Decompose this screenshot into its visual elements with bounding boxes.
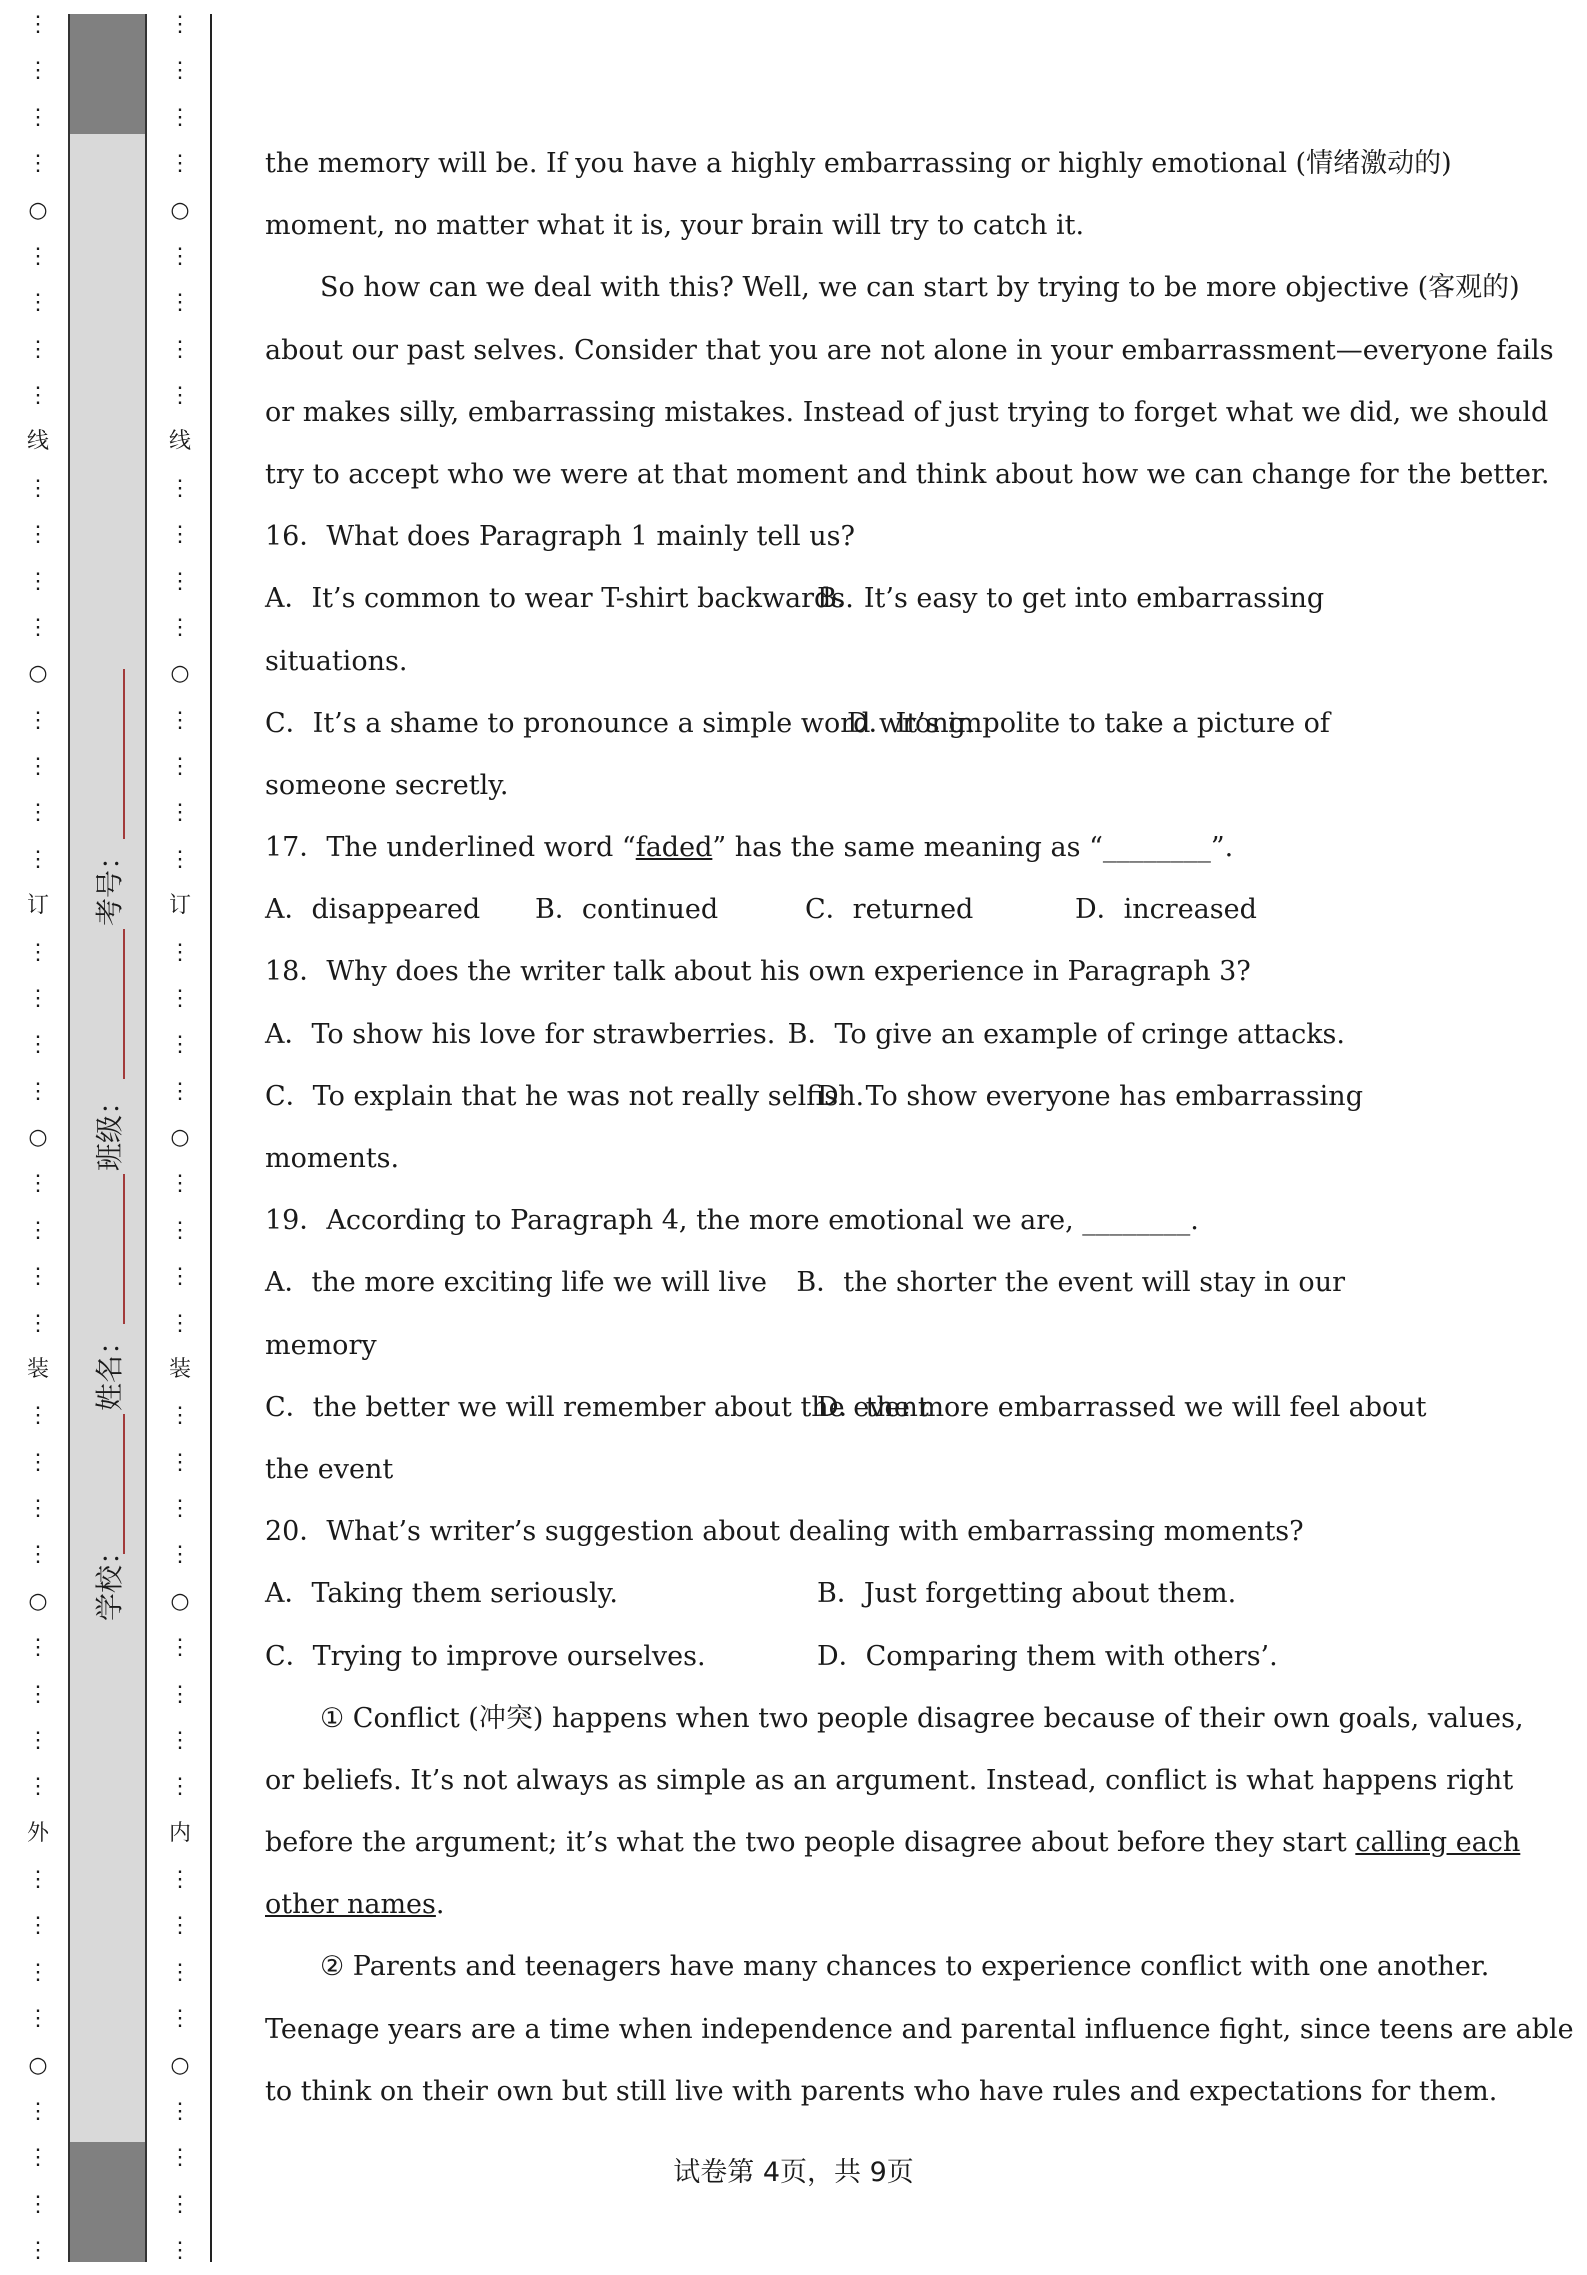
- passage-a-line: So how can we deal with this? Well, we can start by trying to be more objective (客观的): [320, 272, 1520, 304]
- margin-rule: [210, 14, 212, 2262]
- passage-a-line: about our past selves. Consider that you are not alone in your embarrassment—everyone fails: [265, 334, 1554, 366]
- margin-circle: ○: [170, 1125, 190, 1150]
- margin-dots: ⋮: [169, 1032, 191, 1058]
- margin-char: 线: [168, 429, 191, 455]
- margin-dots: ⋮: [169, 2191, 191, 2217]
- option-b: B．Just forgetting about them.: [817, 1578, 1237, 1610]
- margin-dots: ⋮: [27, 1959, 49, 1985]
- name-label: 姓名：: [92, 1326, 126, 1412]
- option-d-continued: the event: [265, 1453, 394, 1485]
- option-c: C．Trying to improve ourselves.: [265, 1640, 706, 1672]
- margin-dots: ⋮: [27, 336, 49, 362]
- margin-circle: ○: [28, 2052, 48, 2078]
- margin-dots: ⋮: [169, 1171, 191, 1197]
- margin-dots: ⋮: [169, 1867, 191, 1892]
- margin-dots: ⋮: [27, 939, 49, 965]
- margin-dots: ⋮: [169, 1403, 191, 1429]
- underlined-phrase: other names: [265, 1889, 436, 1921]
- margin-dots: ⋮: [169, 383, 191, 408]
- margin-dots: ⋮: [27, 707, 49, 733]
- question-20-stem: 20．What’s writer’s suggestion about dealing with embarrassing moments?: [265, 1516, 1304, 1548]
- question-20-options-cd: [265, 1626, 1345, 1688]
- margin-circle: ○: [170, 2052, 190, 2078]
- margin-dots: ⋮: [27, 1403, 49, 1429]
- margin-dots: ⋮: [27, 1913, 49, 1939]
- margin-circle: ○: [28, 197, 48, 223]
- question-16-options-cd: [265, 693, 1345, 755]
- margin-dots: ⋮: [169, 707, 191, 733]
- option-a: A．To show his love for strawberries.: [265, 1018, 776, 1050]
- margin-dots: ⋮: [169, 1217, 191, 1243]
- margin-dots: ⋮: [27, 2145, 49, 2171]
- question-18-options-cd: [265, 1066, 1363, 1128]
- margin-dots: ⋮: [169, 1959, 191, 1985]
- option-b: B．It’s easy to get into embarrassing: [817, 583, 1325, 615]
- margin-dots: ⋮: [169, 2006, 191, 2032]
- passage-b-line: or beliefs. It’s not always as simple as an argument. Instead, conflict is what happens right: [265, 1764, 1514, 1796]
- underlined-word: faded: [635, 832, 713, 864]
- question-16-stem: 16．What does Paragraph 1 mainly tell us?: [265, 521, 855, 553]
- margin-char: 装: [26, 1356, 49, 1382]
- question-18-options-ab: [265, 1004, 1345, 1066]
- margin-dots: ⋮: [169, 614, 191, 640]
- option-a: A．Taking them seriously.: [265, 1578, 618, 1610]
- margin-dots: ⋮: [27, 243, 49, 269]
- margin-dots: ⋮: [169, 58, 191, 84]
- margin-dots: ⋮: [27, 2098, 49, 2124]
- option-c: C．the better we will remember about the event: [265, 1391, 929, 1423]
- margin-char: 线: [26, 429, 49, 455]
- margin-dots: ⋮: [169, 1449, 191, 1475]
- margin-dots: ⋮: [27, 1774, 49, 1800]
- margin-dots: ⋮: [27, 1171, 49, 1197]
- margin-dots: ⋮: [27, 383, 49, 408]
- question-18-stem: 18．Why does the writer talk about his own experience in Paragraph 3?: [265, 956, 1251, 988]
- name-underline: [123, 1174, 125, 1324]
- option-a: A．It’s common to wear T-shirt backwards.: [265, 583, 854, 615]
- option-b-continued: memory: [265, 1329, 377, 1361]
- passage-b-line: [265, 1812, 1521, 1874]
- passage-text: .: [435, 1889, 445, 1921]
- margin-dots: ⋮: [27, 12, 49, 37]
- inner-margin-column: [162, 14, 198, 2262]
- margin-dots: ⋮: [169, 1542, 191, 1568]
- margin-dots: ⋮: [27, 568, 49, 594]
- margin-dots: ⋮: [169, 1774, 191, 1800]
- margin-dots: ⋮: [169, 800, 191, 826]
- option-d: D．Comparing them with others’.: [817, 1640, 1278, 1672]
- margin-dots: ⋮: [169, 1496, 191, 1521]
- margin-dots: ⋮: [169, 290, 191, 316]
- question-19-stem: 19．According to Paragraph 4, the more emotional we are, ________.: [265, 1205, 1199, 1237]
- passage-b-line: [265, 1874, 1345, 1936]
- option-b: B．To give an example of cringe attacks.: [787, 1018, 1345, 1050]
- margin-dots: ⋮: [27, 290, 49, 316]
- margin-dots: ⋮: [27, 1635, 49, 1661]
- margin-dots: ⋮: [27, 1542, 49, 1568]
- margin-circle: ○: [170, 661, 190, 687]
- margin-dots: ⋮: [169, 568, 191, 594]
- margin-dots: ⋮: [27, 1264, 49, 1290]
- margin-dots: ⋮: [27, 1867, 49, 1892]
- option-d: D．the more embarrassed we will feel about: [817, 1391, 1427, 1423]
- margin-char: 装: [168, 1356, 191, 1382]
- option-d: D．increased: [1075, 894, 1257, 926]
- option-c: C．To explain that he was not really selfish.: [265, 1080, 865, 1112]
- margin-dots: ⋮: [169, 1913, 191, 1939]
- margin-char: 外: [26, 1820, 49, 1846]
- margin-dots: ⋮: [169, 151, 191, 177]
- margin-dots: ⋮: [27, 104, 49, 130]
- margin-dots: ⋮: [27, 1217, 49, 1243]
- school-underline: [123, 1414, 125, 1554]
- page-footer: 试卷第 4页，共 9页: [673, 2157, 914, 2188]
- margin-dots: ⋮: [169, 522, 191, 548]
- margin-dots: ⋮: [27, 2006, 49, 2032]
- margin-dots: ⋮: [27, 2238, 49, 2263]
- passage-text: before the argument; it’s what the two people disagree about before they start: [265, 1827, 1356, 1859]
- margin-dots: ⋮: [169, 846, 191, 872]
- exam-content: [265, 133, 1574, 2123]
- margin-dots: ⋮: [27, 1496, 49, 1521]
- margin-dots: ⋮: [169, 754, 191, 779]
- margin-dots: ⋮: [27, 614, 49, 640]
- margin-dots: ⋮: [27, 475, 49, 501]
- school-label: 学校：: [92, 1536, 126, 1622]
- option-d: D．It’s impolite to take a picture of: [847, 707, 1330, 739]
- margin-char: 订: [26, 893, 49, 919]
- option-b: B．the shorter the event will stay in our: [796, 1267, 1345, 1299]
- exam-no-underline: [123, 669, 125, 839]
- question-19-options-ab: [265, 1252, 1345, 1314]
- option-d-continued: moments.: [265, 1143, 400, 1174]
- margin-dots: ⋮: [27, 800, 49, 826]
- margin-dots: ⋮: [27, 1032, 49, 1058]
- passage-a-line: moment, no matter what it is, your brain will try to catch it.: [265, 210, 1085, 242]
- question-20-options-ab: [265, 1563, 1345, 1625]
- margin-dots: ⋮: [169, 1727, 191, 1753]
- margin-dots: ⋮: [27, 58, 49, 84]
- option-a: A．disappeared: [265, 894, 481, 926]
- option-a: A．the more exciting life we will live: [265, 1267, 767, 1299]
- margin-dots: ⋮: [27, 522, 49, 548]
- margin-dots: ⋮: [169, 1078, 191, 1104]
- margin-circle: ○: [170, 1588, 190, 1614]
- margin-circle: ○: [170, 197, 190, 223]
- margin-dots: ⋮: [169, 2238, 191, 2263]
- margin-dots: ⋮: [169, 243, 191, 269]
- question-17-stem: [265, 817, 1345, 879]
- margin-dots: ⋮: [169, 1310, 191, 1336]
- passage-b-line: Teenage years are a time when independence and parental influence fight, since teens are able: [265, 2013, 1574, 2045]
- margin-dots: ⋮: [27, 151, 49, 177]
- option-c: C．returned: [805, 894, 974, 926]
- margin-dots: ⋮: [27, 1727, 49, 1753]
- underlined-phrase: calling each: [1355, 1827, 1521, 1859]
- margin-dots: ⋮: [169, 985, 191, 1011]
- margin-dots: ⋮: [27, 1078, 49, 1104]
- margin-dots: ⋮: [169, 475, 191, 501]
- margin-dots: ⋮: [169, 2145, 191, 2171]
- margin-char: 订: [168, 893, 191, 919]
- margin-dots: ⋮: [169, 12, 191, 37]
- margin-dots: ⋮: [169, 1681, 191, 1707]
- margin-dots: ⋮: [27, 2191, 49, 2217]
- margin-circle: ○: [28, 1125, 48, 1150]
- margin-circle: ○: [28, 661, 48, 687]
- margin-dots: ⋮: [169, 2098, 191, 2124]
- option-b: B．continued: [535, 894, 719, 926]
- margin-circle: ○: [28, 1588, 48, 1614]
- margin-char: 内: [168, 1820, 191, 1846]
- margin-dots: ⋮: [27, 754, 49, 779]
- margin-dots: ⋮: [27, 985, 49, 1011]
- binding-dark-top: [70, 14, 145, 134]
- question-16-options-ab: [265, 568, 1345, 630]
- binding-strip: [68, 14, 147, 2262]
- exam-no-label: 考号：: [92, 841, 126, 927]
- option-c: C．It’s a shame to pronounce a simple word wrong.: [265, 707, 975, 739]
- outer-margin-column: [20, 14, 56, 2262]
- margin-dots: ⋮: [169, 939, 191, 965]
- margin-dots: ⋮: [27, 1449, 49, 1475]
- margin-dots: ⋮: [169, 104, 191, 130]
- class-underline: [123, 929, 125, 1079]
- question-17-options: [265, 879, 1345, 941]
- margin-dots: ⋮: [169, 1635, 191, 1661]
- stem-text: 17．The underlined word “: [265, 832, 636, 864]
- margin-dots: ⋮: [27, 1681, 49, 1707]
- question-19-options-cd: [265, 1377, 1427, 1439]
- option-d-continued: someone secretly.: [265, 769, 509, 801]
- passage-a-line: try to accept who we were at that moment and think about how we can change for the better.: [265, 458, 1550, 490]
- passage-a-line: or makes silly, embarrassing mistakes. Instead of just trying to forget what we did, we should: [265, 396, 1549, 428]
- margin-dots: ⋮: [27, 1310, 49, 1336]
- passage-b-line: ② Parents and teenagers have many chances to experience conflict with one another.: [320, 1951, 1490, 1983]
- margin-dots: ⋮: [169, 1264, 191, 1290]
- margin-dots: ⋮: [169, 336, 191, 362]
- stem-text: ” has the same meaning as “________”.: [712, 832, 1234, 864]
- passage-b-line: ① Conflict (冲突) happens when two people disagree because of their own goals, values,: [320, 1702, 1524, 1734]
- passage-a-line: the memory will be. If you have a highly embarrassing or highly emotional (情绪激动的): [265, 148, 1452, 179]
- class-label: 班级：: [92, 1086, 126, 1172]
- margin-dots: ⋮: [27, 846, 49, 872]
- option-d: D．To show everyone has embarrassing: [817, 1080, 1363, 1112]
- option-b-continued: situations.: [265, 645, 408, 677]
- passage-b-line: to think on their own but still live with parents who have rules and expectations for them.: [265, 2075, 1498, 2107]
